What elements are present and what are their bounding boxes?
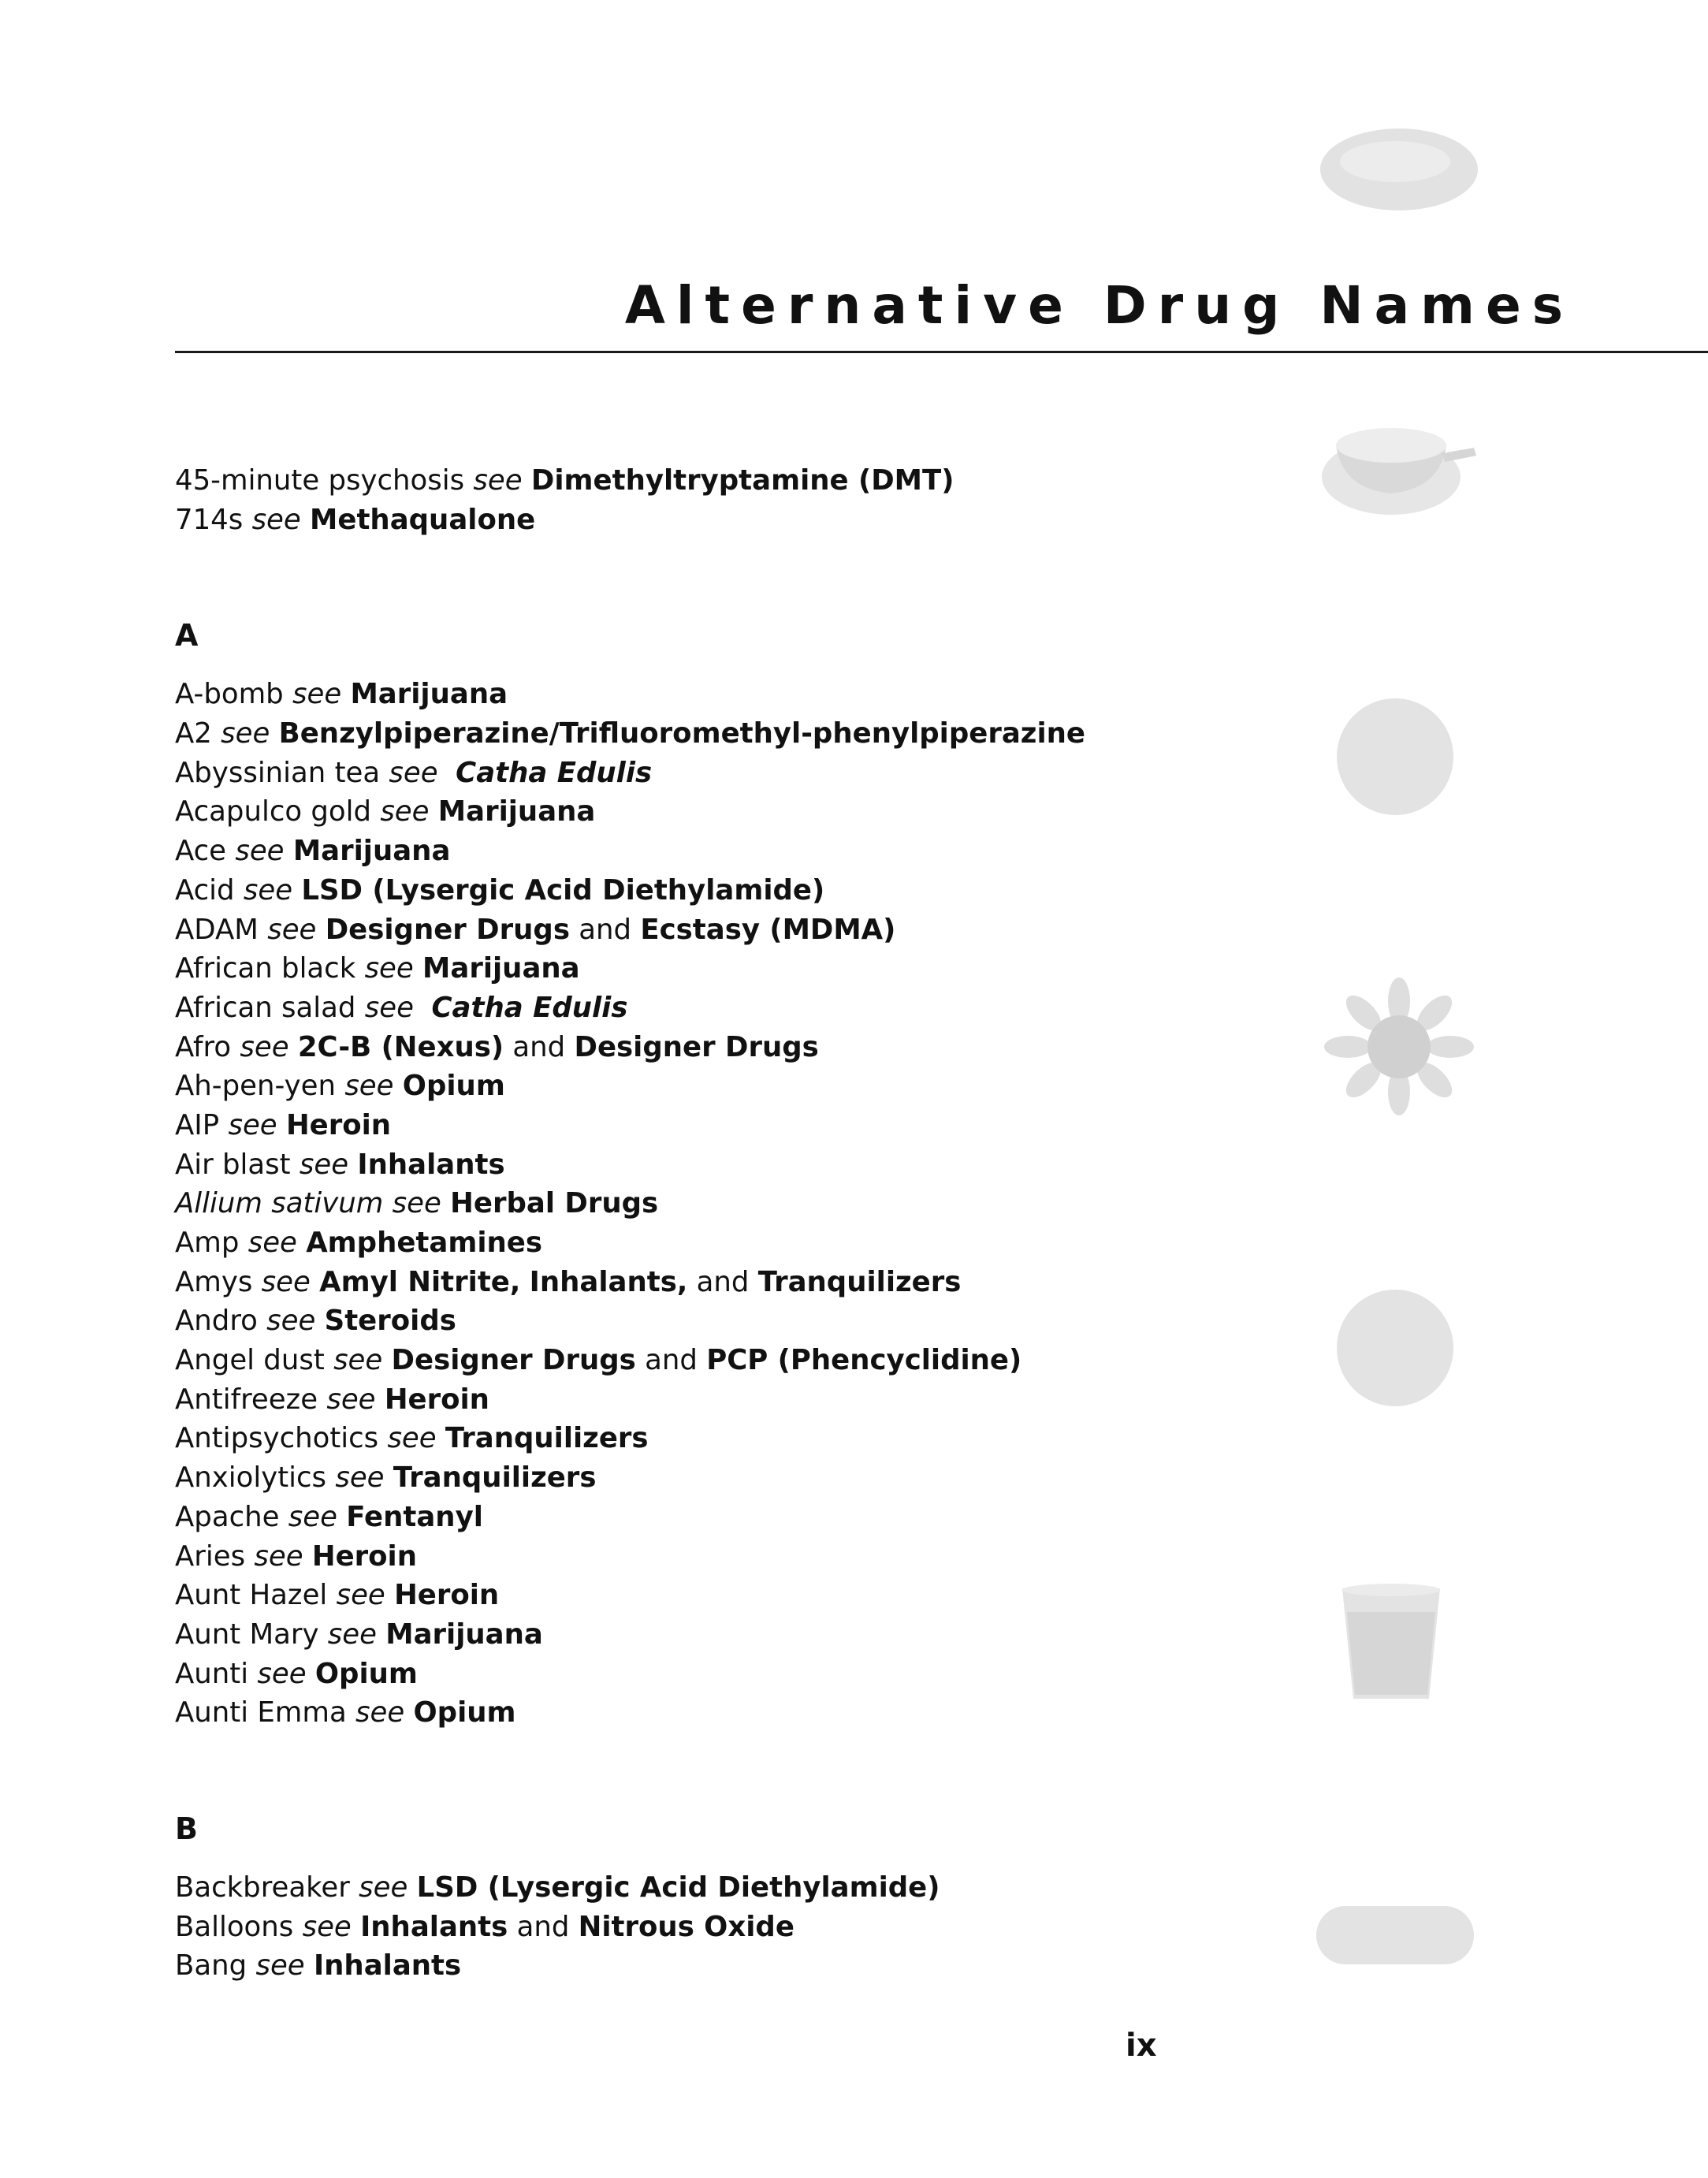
index-entry <box>175 871 1278 910</box>
entry-target: Benzylpiperazine/Trifluoromethyl-phenylpiperazine <box>278 717 1085 750</box>
see-reference: see <box>392 1187 441 1220</box>
index-entry <box>175 1693 1278 1733</box>
entry-term: AIP <box>175 1108 220 1141</box>
entry-target: Tranquilizers <box>445 1422 649 1455</box>
index-entry <box>175 910 1278 950</box>
page-number: ix <box>1126 2027 1157 2064</box>
index-entry <box>175 1263 1278 1302</box>
section-letter: B <box>175 1811 198 1846</box>
letter-section <box>175 620 1278 1733</box>
and-connector: and <box>516 1910 570 1943</box>
see-reference: see <box>299 1148 349 1181</box>
entry-term: Ace <box>175 835 227 868</box>
entry-term: Amys <box>175 1265 253 1298</box>
entry-term: Abyssinian tea <box>175 756 381 789</box>
see-reference: see <box>247 1227 297 1259</box>
entry-term: A-bomb <box>175 678 284 711</box>
entry-target: Tranquilizers <box>757 1265 962 1298</box>
see-reference: see <box>266 1305 316 1338</box>
entry-term: African black <box>175 952 356 985</box>
entry-target: Opium <box>402 1070 505 1103</box>
index-entry <box>175 1498 1278 1537</box>
oval-pill-icon <box>1308 118 1490 221</box>
see-reference: see <box>288 1500 337 1533</box>
see-reference: see <box>228 1108 277 1141</box>
entry-target: Catha Edulis <box>431 991 628 1024</box>
section-letter: A <box>175 618 199 653</box>
entry-term: Ah-pen-yen <box>175 1070 337 1103</box>
entry-target: PCP (Phencyclidine) <box>706 1344 1022 1377</box>
entry-target: Heroin <box>384 1383 489 1416</box>
entry-term: A2 <box>175 717 212 750</box>
shot-glass-icon <box>1336 1580 1446 1707</box>
see-reference: see <box>235 835 285 868</box>
entry-term: Backbreaker <box>175 1871 350 1904</box>
entry-term: 45-minute psychosis <box>175 464 465 497</box>
entry-target: Marijuana <box>437 795 596 828</box>
entry-term: Air blast <box>175 1148 291 1181</box>
entry-target: Marijuana <box>350 678 508 711</box>
and-connector: and <box>512 1030 566 1063</box>
entry-target: LSD (Lysergic Acid Diethylamide) <box>416 1871 940 1904</box>
index-entry <box>175 1655 1278 1694</box>
index-entry <box>175 675 1278 714</box>
see-reference: see <box>326 1383 376 1416</box>
entry-target: Steroids <box>324 1305 456 1338</box>
entry-target: Heroin <box>285 1108 392 1141</box>
entry-term: Aunti Emma <box>175 1696 347 1729</box>
page-title: Alternative Drug Names <box>624 275 1574 336</box>
index-entry <box>175 1145 1278 1185</box>
title-rule <box>175 351 1708 353</box>
see-reference: see <box>473 464 523 497</box>
entry-target: Fentanyl <box>346 1500 483 1533</box>
see-reference: see <box>336 1579 385 1612</box>
and-connector: and <box>645 1344 698 1377</box>
entry-term: Balloons <box>175 1910 294 1943</box>
entry-term: Acid <box>175 873 235 907</box>
index-entry <box>175 714 1278 754</box>
letter-section <box>175 1813 1278 1986</box>
entry-target: Inhalants <box>357 1148 505 1181</box>
entry-target: Designer Drugs <box>574 1030 819 1063</box>
index-entry <box>175 792 1278 832</box>
entry-target: Inhalants, <box>529 1265 688 1298</box>
see-reference: see <box>333 1344 383 1377</box>
index-entry <box>175 1908 1278 1947</box>
entry-target: Herbal Drugs <box>450 1187 659 1220</box>
entry-target: Nitrous Oxide <box>578 1910 794 1943</box>
entry-term: Apache <box>175 1500 280 1533</box>
numeric-entries <box>175 461 1278 539</box>
capsule-icon <box>1312 1900 1478 1971</box>
entry-target: Inhalants <box>360 1910 508 1943</box>
see-reference: see <box>257 1657 307 1690</box>
index-entry <box>175 1223 1278 1263</box>
see-reference: see <box>355 1696 405 1729</box>
see-reference: see <box>261 1265 311 1298</box>
entry-term: Bang <box>175 1949 247 1983</box>
entry-term: Andro <box>175 1305 258 1338</box>
index-entry <box>175 832 1278 871</box>
see-reference: see <box>335 1461 385 1495</box>
entry-term: Antifreeze <box>175 1383 318 1416</box>
entry-target: Amyl Nitrite, <box>319 1265 521 1298</box>
index-entry <box>175 1380 1278 1420</box>
see-reference: see <box>251 503 301 536</box>
entry-target: Tranquilizers <box>393 1461 597 1495</box>
index-content <box>175 461 1278 1986</box>
see-reference: see <box>302 1910 352 1943</box>
index-entry <box>175 754 1278 793</box>
see-reference: see <box>344 1070 394 1103</box>
entry-target: Marijuana <box>385 1618 543 1651</box>
entry-term: Acapulco gold <box>175 795 372 828</box>
see-reference: see <box>267 913 317 946</box>
see-reference: see <box>387 1422 437 1455</box>
entry-target: Dimethyltryptamine (DMT) <box>530 464 954 497</box>
and-connector: and <box>579 913 632 946</box>
index-entry <box>175 1301 1278 1341</box>
entry-target: Heroin <box>394 1579 500 1612</box>
see-reference: see <box>380 795 430 828</box>
index-entry <box>175 1615 1278 1655</box>
index-entry <box>175 949 1278 988</box>
see-reference: see <box>243 873 293 907</box>
entry-term: Antipsychotics <box>175 1422 379 1455</box>
index-entry <box>175 1576 1278 1615</box>
letter-sections <box>175 620 1278 1986</box>
index-entry <box>175 461 1278 501</box>
see-reference: see <box>327 1618 377 1651</box>
see-reference: see <box>364 991 414 1024</box>
entry-target: Inhalants <box>313 1949 462 1983</box>
entry-term: Aunti <box>175 1657 249 1690</box>
entry-term: Anxiolytics <box>175 1461 327 1495</box>
entry-target: Opium <box>413 1696 516 1729</box>
index-entry <box>175 1341 1278 1380</box>
entry-term: Aunt Mary <box>175 1618 319 1651</box>
entry-target: Designer Drugs <box>391 1344 636 1377</box>
entry-term: Aunt Hazel <box>175 1579 328 1612</box>
entry-term: ADAM <box>175 913 259 946</box>
entry-target: 2C-B (Nexus) <box>297 1030 504 1063</box>
entry-term: African salad <box>175 991 356 1024</box>
entry-term: Aries <box>175 1539 246 1573</box>
see-reference: see <box>364 952 414 985</box>
entry-target: Catha Edulis <box>456 756 653 789</box>
entry-target: Marijuana <box>292 835 451 868</box>
entry-target: Marijuana <box>422 952 580 985</box>
index-entry <box>175 1419 1278 1458</box>
entry-term: Afro <box>175 1030 232 1063</box>
flower-icon <box>1324 977 1474 1115</box>
teacup-icon <box>1312 410 1482 520</box>
index-entry <box>175 1067 1278 1106</box>
entry-term: Angel dust <box>175 1344 325 1377</box>
index-entry <box>175 1028 1278 1067</box>
round-tablet-icon <box>1332 694 1458 820</box>
entry-target: Opium <box>314 1657 418 1690</box>
see-reference: see <box>292 678 342 711</box>
see-reference: see <box>254 1539 303 1573</box>
index-entry <box>175 501 1278 540</box>
entry-term: Amp <box>175 1227 240 1259</box>
and-connector: and <box>696 1265 750 1298</box>
index-entry <box>175 1946 1278 1986</box>
entry-target: Ecstasy (MDMA) <box>640 913 896 946</box>
round-tablet-icon <box>1332 1285 1458 1411</box>
index-entry <box>175 1106 1278 1145</box>
index-entry <box>175 1458 1278 1498</box>
entry-term: 714s <box>175 503 244 536</box>
index-entry <box>175 1868 1278 1908</box>
entry-target: LSD (Lysergic Acid Diethylamide) <box>301 873 825 907</box>
see-reference: see <box>359 1871 408 1904</box>
entry-target: Methaqualone <box>310 503 536 536</box>
index-entry <box>175 1537 1278 1577</box>
entry-target: Designer Drugs <box>325 913 570 946</box>
see-reference: see <box>255 1949 305 1983</box>
index-entry <box>175 988 1278 1028</box>
see-reference: see <box>389 756 438 789</box>
see-reference: see <box>240 1030 289 1063</box>
entry-target: Heroin <box>311 1539 417 1573</box>
entry-term: Allium sativum <box>175 1187 384 1220</box>
index-entry <box>175 1184 1278 1223</box>
see-reference: see <box>221 717 270 750</box>
entry-target: Amphetamines <box>306 1227 542 1259</box>
